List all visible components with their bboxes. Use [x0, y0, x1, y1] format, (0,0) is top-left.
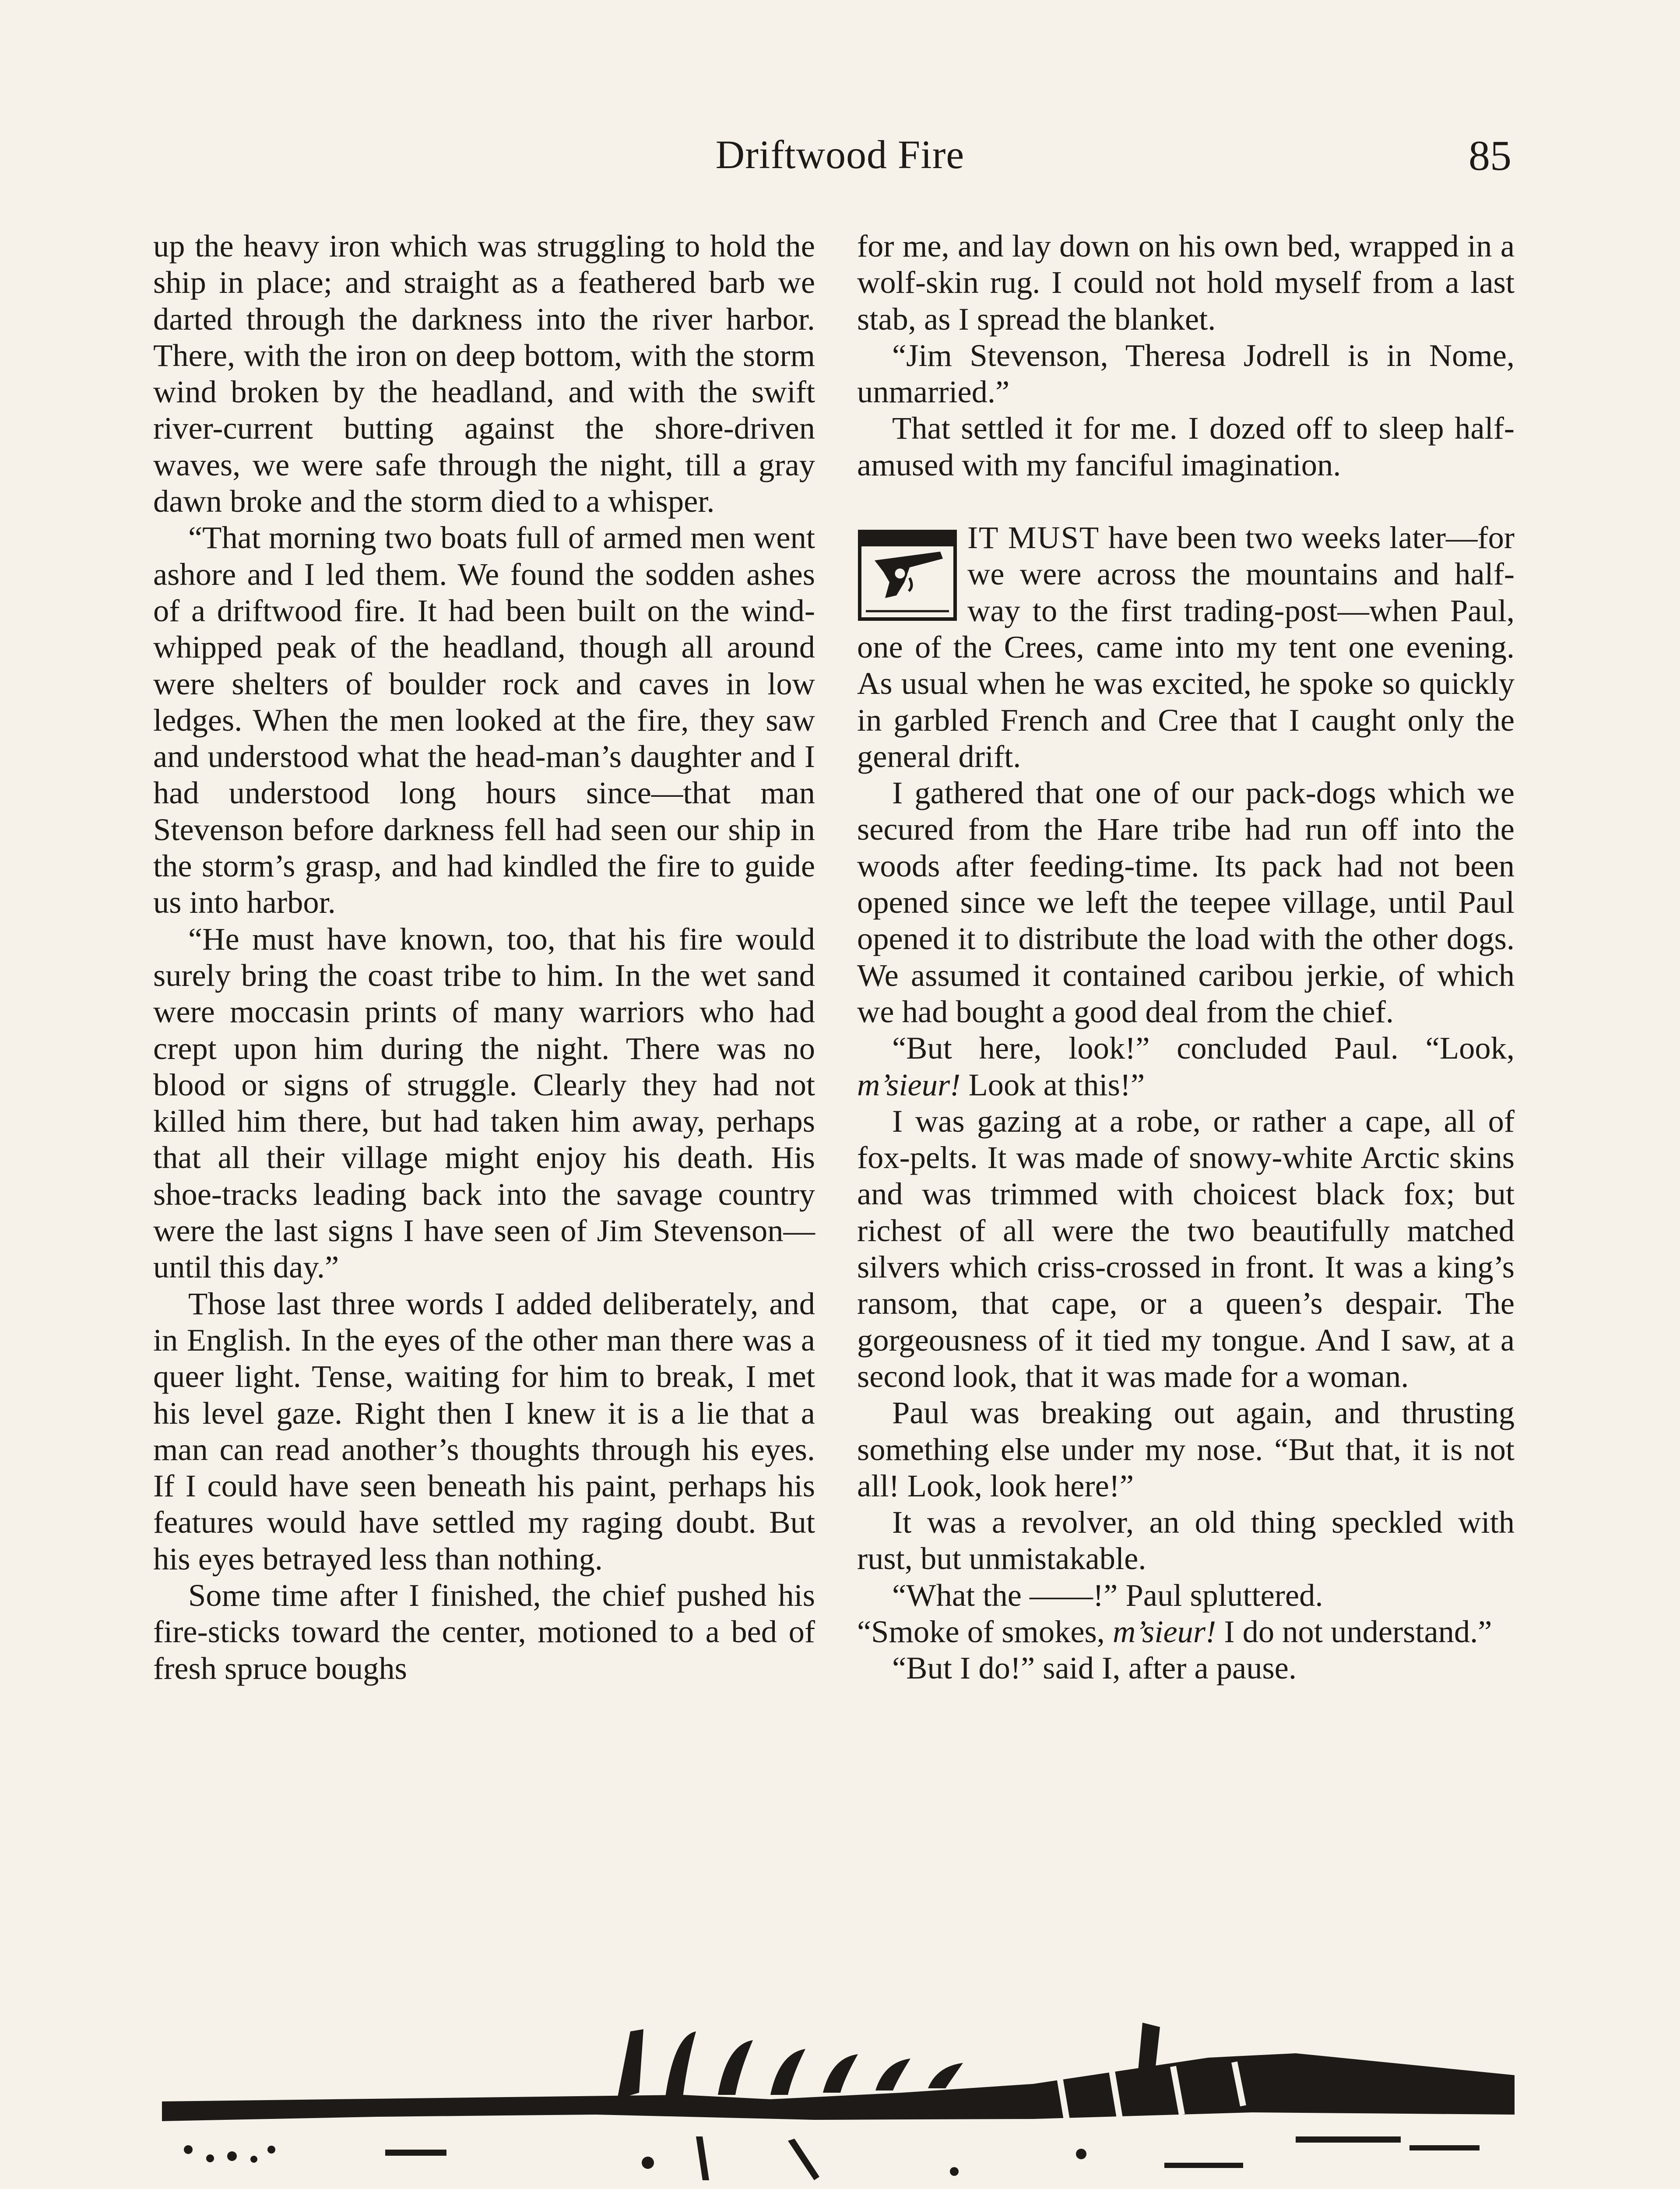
paragraph: “What the ——!” Paul spluttered. [892, 1577, 1323, 1613]
paragraph: “But I do!” said I, after a pause. [892, 1650, 1297, 1686]
page-header [0, 131, 1680, 193]
dialogue-paragraph [857, 1613, 1515, 1650]
paragraph: “Jim Stevenson, Theresa Jodrell is in Nome, unmarried.” [857, 337, 1515, 410]
paragraph: That settled it for me. I dozed off to sleep half-amused with my fanciful imagination. [857, 410, 1515, 482]
dialogue-emphasis: m’sieur! [1112, 1613, 1216, 1649]
paragraph: Some time after I finished, the chief pushed his fire-sticks toward the center, motioned to a bed of fresh spruce boughs [153, 1577, 815, 1686]
section-text: have been two weeks later—for we were across the mountains and half-way to the first trading-post—when Paul, one of the Crees, came into my tent one evening. As usual when he was excited, he spoke so quickly in garbled French and Cree that I caught only the general drift. [857, 520, 1515, 774]
shipwreck-illustration [158, 2005, 1519, 2189]
page-number: 85 [1469, 132, 1511, 179]
revolver-ornament-icon [857, 525, 958, 626]
paragraph: Those last three words I added deliberately, and in English. In the eyes of the other man there was a queer light. Tense, waiting for him to break, I met his level gaze. Right then I knew it is a lie that a man can read another’s thoughts through his eyes. If I could have seen beneath his paint, perhaps his features would have settled my raging doubt. But his eyes betrayed less than nothing. [153, 1285, 815, 1577]
paragraph: up the heavy iron which was struggling to hold the ship in place; and straight as a feathered barb we darted through the darkness into the river harbor. There, with the iron on deep bottom, with the storm wind broken by the headland, and with the swift river-current butting against the shore-driven waves, we were safe through the night, till a gray dawn broke and the storm died to a whisper. [153, 228, 815, 519]
right-column [857, 228, 1515, 1686]
running-title: Driftwood Fire [715, 132, 965, 177]
paragraph: Paul was breaking out again, and thrusting something else under my nose. “But that, it is not all! Look, look here!” [857, 1395, 1515, 1503]
dialogue-text: “Smoke of smokes, [857, 1613, 1113, 1649]
paragraph: I gathered that one of our pack-dogs which we secured from the Hare tribe had run off into the woods after feeding-time. Its pack had not been opened since we left the teepee village, until Paul opened it to distribute the load with the other dogs. We assumed it contained caribou jerkie, of which we had bought a good deal from the chief. [857, 775, 1515, 1029]
paragraph: “He must have known, too, that his fire would surely bring the coast tribe to him. In the wet sand were moccasin prints of many warriors who had crept upon him during the night. There was no blood or signs of struggle. Clearly they had not killed him there, but had taken him away, perhaps that all their village might enjoy his death. His shoe-tracks leading back into the savage country were the last signs I have seen of Jim Stevenson—until this day.” [153, 921, 815, 1285]
dialogue-text: “But here, look!” concluded Paul. “Look, [892, 1030, 1515, 1066]
left-column [153, 228, 815, 1686]
dialogue-paragraph [857, 1030, 1515, 1103]
dialogue-text: Look at this!” [960, 1066, 1145, 1102]
paragraph: “That morning two boats full of armed men went ashore and I led them. We found the sodden ashes of a driftwood fire. It had been built on the wind-whipped peak of the headland, though all around were shelters of boulder rock and caves in low ledges. When the men looked at the fire, they saw and understood what the head-man’s daughter and I had understood long hours since—that man Stevenson before darkness fell had seen our ship in the storm’s grasp, and had kindled the fire to guide us into harbor. [153, 520, 815, 920]
section-lead-words: IT MUST [967, 520, 1100, 556]
dialogue-emphasis: m’sieur! [857, 1066, 961, 1102]
dialogue-text: I do not understand.” [1216, 1613, 1492, 1649]
paragraph: for me, and lay down on his own bed, wrapped in a wolf-skin rug. I could not hold myself from a last stab, as I spread the blanket. [857, 228, 1515, 337]
paragraph: It was a revolver, an old thing speckled with rust, but unmistakable. [857, 1504, 1515, 1577]
paragraph: I was gazing at a robe, or rather a cape, all of fox-pelts. It was made of snowy-white Arctic skins and was trimmed with choicest black fox; but richest of all were the two beautifully matched silvers which criss-crossed in front. It was a king’s ransom, that cape, or a queen’s despair. The gorgeousness of it tied my tongue. And I saw, at a second look, that it was made for a woman. [857, 1103, 1515, 1394]
section-opening-paragraph [857, 519, 1515, 774]
